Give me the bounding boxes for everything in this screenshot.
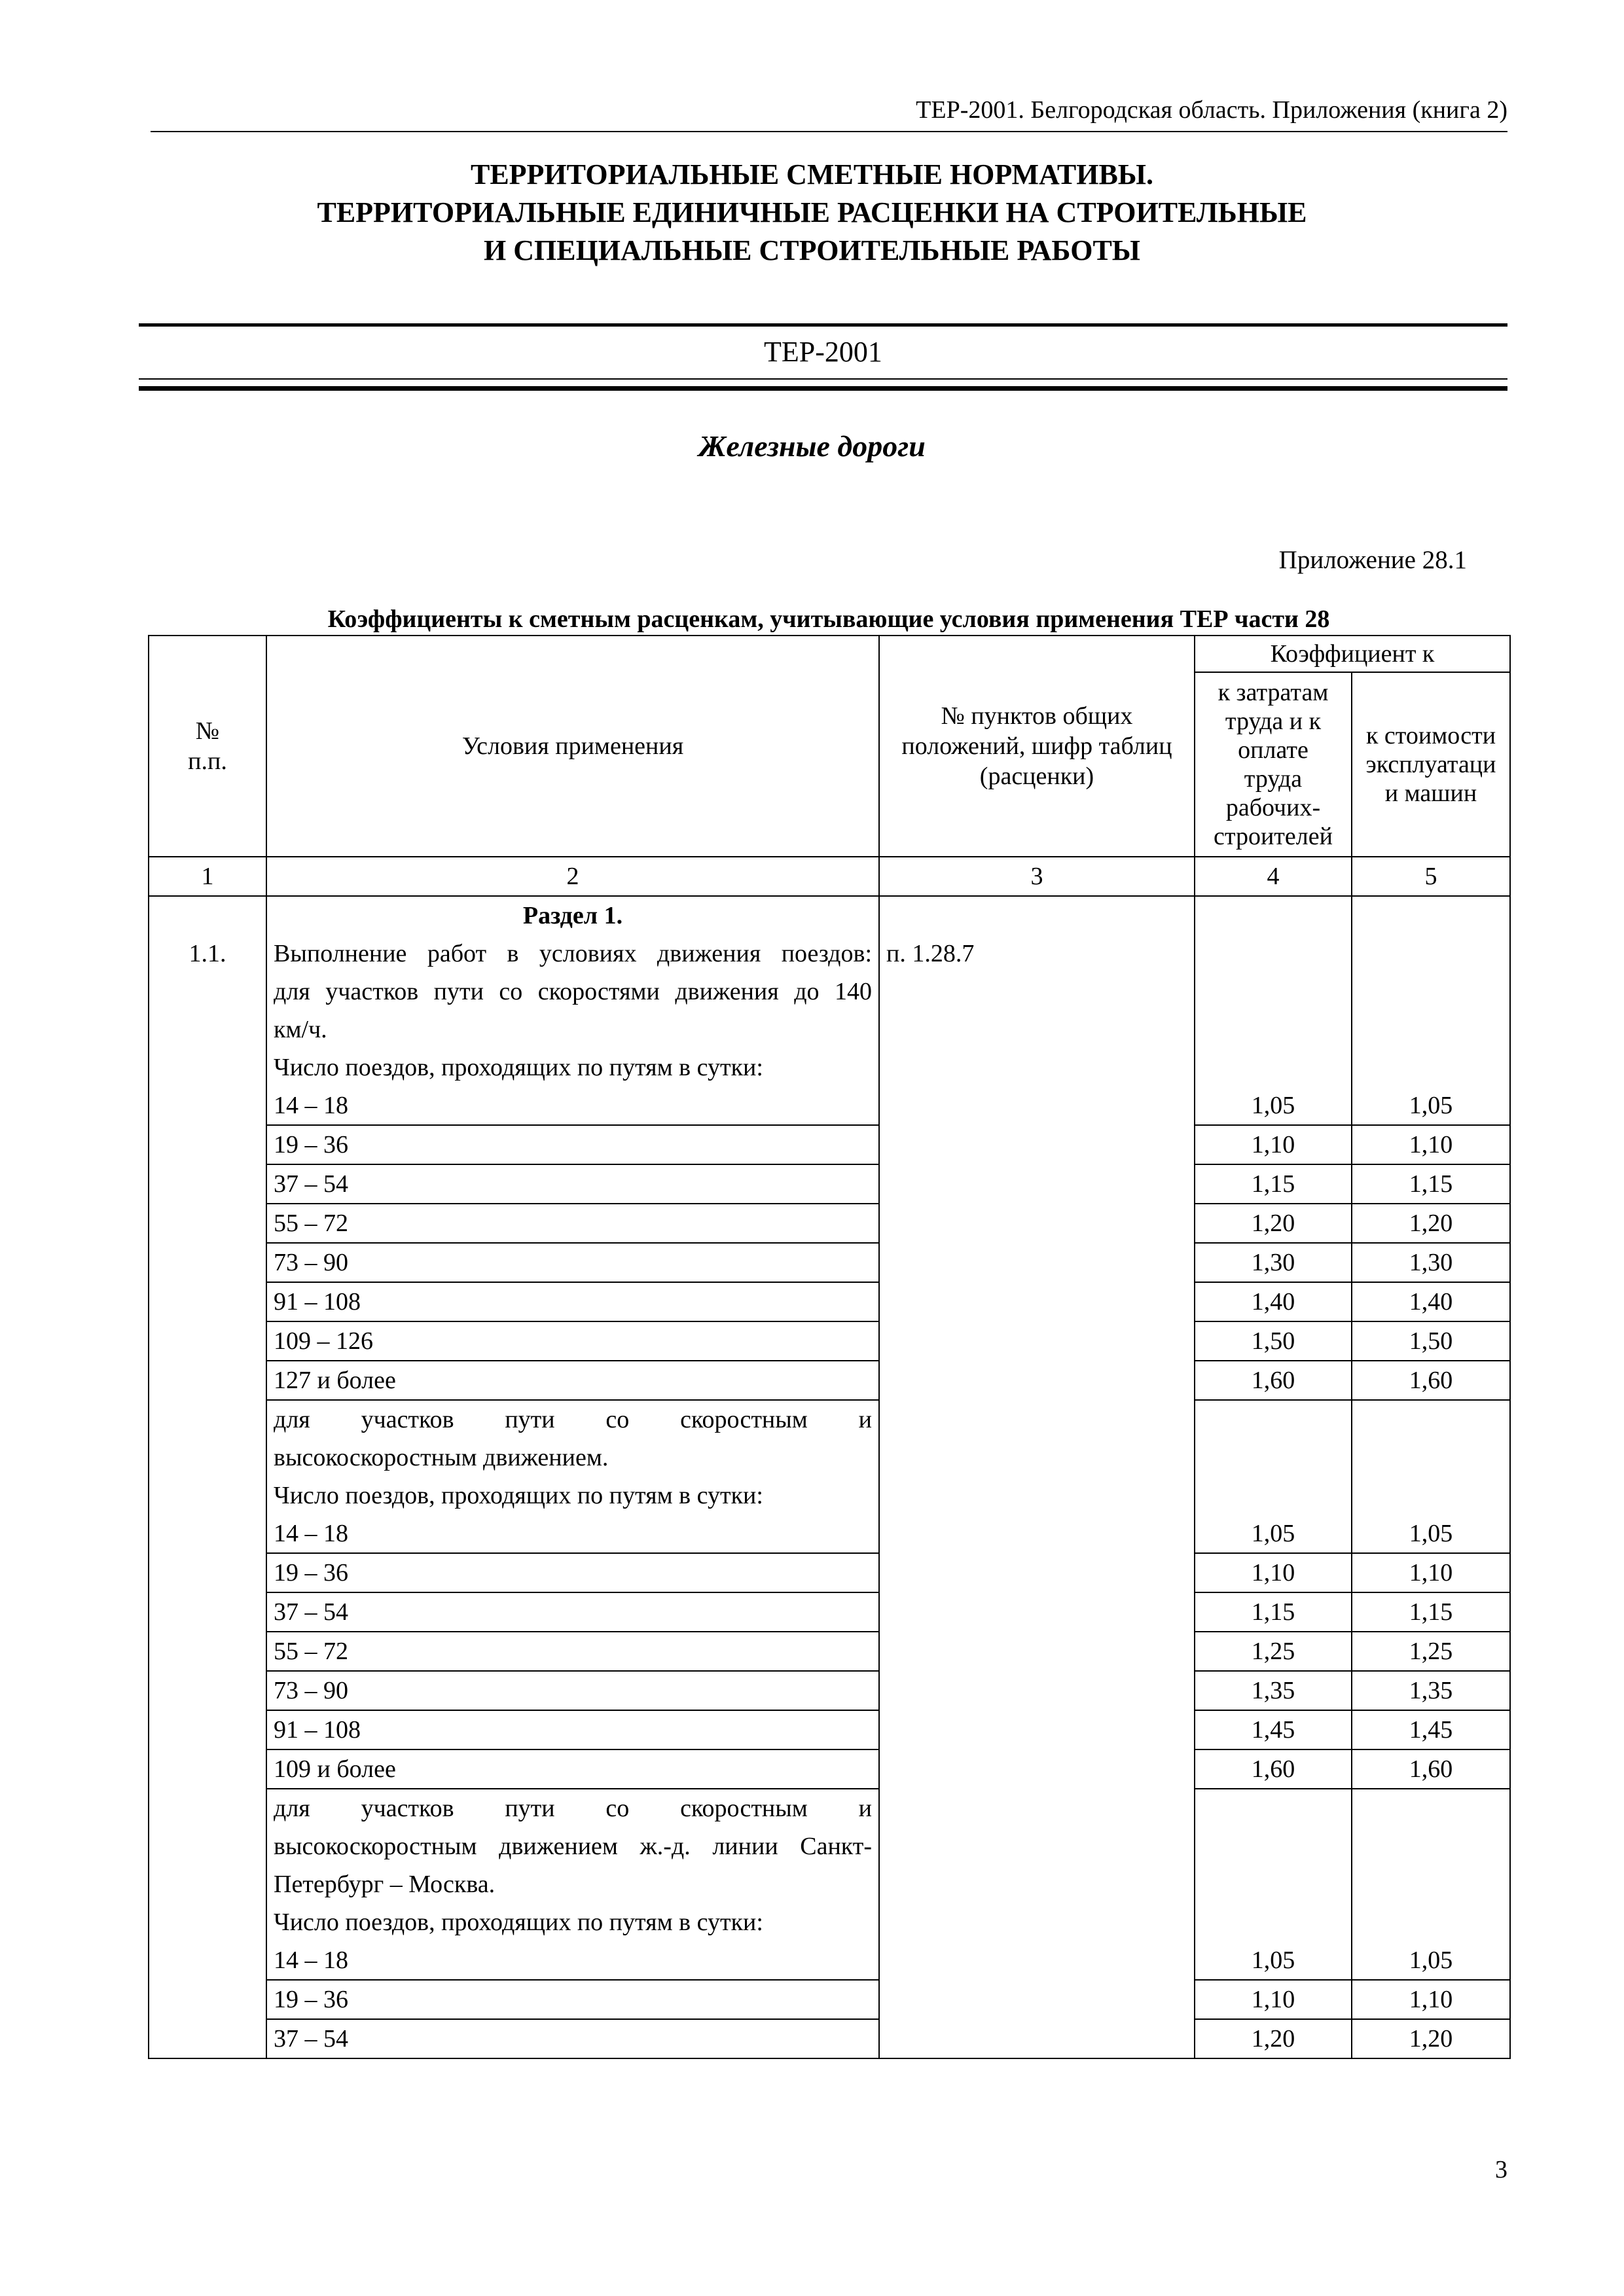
table-row <box>149 1553 1510 1592</box>
table-row <box>149 2019 1510 2058</box>
item-number-cell <box>149 896 266 2058</box>
range-cell: 19 – 36 <box>266 1553 879 1592</box>
table-row <box>149 1671 1510 1710</box>
condition-line: Петербург – Москва. <box>274 1871 496 1898</box>
title-rule-bottom-thin <box>139 378 1507 380</box>
condition-line: Число поездов, проходящих по путям в сутки: <box>274 1054 763 1081</box>
header-text: труда <box>1244 765 1303 793</box>
labor-coefficient: 1,05 <box>1195 1941 1352 1980</box>
condition-line: Число поездов, проходящих по путям в сутки: <box>274 1482 763 1509</box>
machines-coefficient: 1,30 <box>1352 1243 1510 1282</box>
header-text: труда и к <box>1225 708 1322 735</box>
range-cell: 73 – 90 <box>266 1671 879 1710</box>
table-row <box>149 1282 1510 1321</box>
labor-coefficient: 1,40 <box>1195 1282 1352 1321</box>
header-text: и машин <box>1384 780 1477 807</box>
block2-condition-cell <box>266 1400 879 1515</box>
section-heading: Раздел 1. <box>522 902 623 929</box>
machines-coefficient: 1,50 <box>1352 1321 1510 1361</box>
column-number: 2 <box>266 857 879 896</box>
title-line: ТЕРРИТОРИАЛЬНЫЕ СМЕТНЫЕ НОРМАТИВЫ. <box>470 158 1154 190</box>
machines-coefficient: 1,25 <box>1352 1632 1510 1671</box>
spacer-cell <box>1352 896 1510 1086</box>
header-text: оплате <box>1238 736 1308 764</box>
table-row <box>149 1632 1510 1671</box>
machines-coefficient: 1,10 <box>1352 1125 1510 1164</box>
machines-coefficient: 1,60 <box>1352 1361 1510 1400</box>
table-body <box>149 896 1510 2058</box>
header-text: № пунктов общих <box>941 702 1133 730</box>
column-number: 4 <box>1195 857 1352 896</box>
condition-line: для участков пути со скоростным и <box>274 1406 872 1433</box>
labor-coefficient: 1,15 <box>1195 1164 1352 1204</box>
header-text: к стоимости <box>1365 722 1496 749</box>
table-row <box>149 1515 1510 1553</box>
range-cell: 37 – 54 <box>266 2019 879 2058</box>
table-row <box>149 1980 1510 2019</box>
title-line: И СПЕЦИАЛЬНЫЕ СТРОИТЕЛЬНЫЕ РАБОТЫ <box>484 234 1140 266</box>
header-text: (расценки) <box>979 762 1094 790</box>
machines-coefficient: 1,45 <box>1352 1710 1510 1749</box>
labor-coefficient: 1,60 <box>1195 1749 1352 1789</box>
labor-coefficient: 1,35 <box>1195 1671 1352 1710</box>
header-reference <box>879 636 1195 857</box>
labor-coefficient: 1,30 <box>1195 1243 1352 1282</box>
document-title <box>131 156 1493 270</box>
machines-coefficient: 1,20 <box>1352 1204 1510 1243</box>
range-cell: 55 – 72 <box>266 1632 879 1671</box>
table-row <box>149 1164 1510 1204</box>
range-cell: 73 – 90 <box>266 1243 879 1282</box>
header-labor <box>1195 672 1352 857</box>
condition-line: высокоскоростным движением. <box>274 1444 609 1471</box>
title-line: ТЕРРИТОРИАЛЬНЫЕ ЕДИНИЧНЫЕ РАСЦЕНКИ НА СТРОИТЕЛЬНЫЕ <box>317 196 1307 228</box>
spacer-cell <box>1352 1400 1510 1515</box>
table-row <box>149 1243 1510 1282</box>
labor-coefficient: 1,05 <box>1195 1086 1352 1125</box>
machines-coefficient: 1,15 <box>1352 1592 1510 1632</box>
column-number: 3 <box>879 857 1195 896</box>
table-row <box>149 1941 1510 1980</box>
range-cell: 91 – 108 <box>266 1282 879 1321</box>
range-cell: 109 и более <box>266 1749 879 1789</box>
table-row <box>149 1361 1510 1400</box>
condition-line: Число поездов, проходящих по путям в сутки: <box>274 1909 763 1936</box>
table-caption: Коэффициенты к сметным расценкам, учитывающие условия применения ТЕР части 28 <box>327 605 1330 633</box>
item-number: 1.1. <box>189 940 226 967</box>
table-row <box>149 1321 1510 1361</box>
range-cell: 91 – 108 <box>266 1710 879 1749</box>
block1-condition-cell <box>266 896 879 1086</box>
page-number: 3 <box>1495 2156 1507 2183</box>
machines-coefficient: 1,40 <box>1352 1282 1510 1321</box>
machines-coefficient: 1,10 <box>1352 1980 1510 2019</box>
spacer-cell <box>1195 1400 1352 1515</box>
condition-line: км/ч. <box>274 1016 327 1043</box>
header-text: рабочих- <box>1225 794 1321 821</box>
condition-line: для участков пути со скоростным и <box>274 1795 872 1822</box>
machines-coefficient: 1,05 <box>1352 1515 1510 1553</box>
coefficients-table <box>148 635 1511 2059</box>
table-row <box>149 1710 1510 1749</box>
header-text: к затратам <box>1218 679 1329 706</box>
appendix-label: Приложение 28.1 <box>1278 546 1467 574</box>
range-cell: 19 – 36 <box>266 1980 879 2019</box>
labor-coefficient: 1,20 <box>1195 1204 1352 1243</box>
labor-coefficient: 1,10 <box>1195 1980 1352 2019</box>
table-row <box>149 1749 1510 1789</box>
labor-coefficient: 1,05 <box>1195 1515 1352 1553</box>
range-cell: 19 – 36 <box>266 1125 879 1164</box>
labor-coefficient: 1,25 <box>1195 1632 1352 1671</box>
machines-coefficient: 1,35 <box>1352 1671 1510 1710</box>
header-text: положений, шифр таблиц <box>901 732 1172 760</box>
machines-coefficient: 1,15 <box>1352 1164 1510 1204</box>
header-conditions: Условия применения <box>266 636 879 857</box>
range-cell: 14 – 18 <box>266 1941 879 1980</box>
range-cell: 37 – 54 <box>266 1164 879 1204</box>
range-cell: 14 – 18 <box>266 1515 879 1553</box>
header-text: эксплуатаци <box>1365 751 1496 778</box>
labor-coefficient: 1,20 <box>1195 2019 1352 2058</box>
item-reference-cell <box>879 896 1195 2058</box>
condition-line: высокоскоростным движением ж.-д. линии Санкт- <box>274 1833 872 1860</box>
spacer-cell <box>1195 896 1352 1086</box>
column-number: 5 <box>1352 857 1510 896</box>
labor-coefficient: 1,10 <box>1195 1553 1352 1592</box>
range-cell: 14 – 18 <box>266 1086 879 1125</box>
table-row <box>149 1125 1510 1164</box>
title-rule-top <box>139 323 1507 327</box>
code-label: ТЕР-2001 <box>764 336 882 368</box>
machines-coefficient: 1,10 <box>1352 1553 1510 1592</box>
item-reference: п. 1.28.7 <box>886 940 975 967</box>
header-text: строителей <box>1214 823 1333 850</box>
running-header: ТЕР-2001. Белгородская область. Приложения (книга 2) <box>151 92 1507 132</box>
header-coefficient-group: Коэффициент к <box>1195 636 1510 672</box>
labor-coefficient: 1,10 <box>1195 1125 1352 1164</box>
machines-coefficient: 1,20 <box>1352 2019 1510 2058</box>
header-text: № <box>195 717 220 745</box>
labor-coefficient: 1,60 <box>1195 1361 1352 1400</box>
range-cell: 109 – 126 <box>266 1321 879 1361</box>
condition-line: Выполнение работ в условиях движения поездов: <box>274 940 872 967</box>
labor-coefficient: 1,50 <box>1195 1321 1352 1361</box>
table-row <box>149 1592 1510 1632</box>
header-text: п.п. <box>188 747 227 775</box>
range-cell: 37 – 54 <box>266 1592 879 1632</box>
header-number <box>149 636 266 857</box>
condition-line: для участков пути со скоростями движения до 140 <box>274 978 872 1005</box>
table-row <box>149 1086 1510 1125</box>
labor-coefficient: 1,15 <box>1195 1592 1352 1632</box>
machines-coefficient: 1,05 <box>1352 1086 1510 1125</box>
column-number: 1 <box>149 857 266 896</box>
title-rule-bottom-thick <box>139 386 1507 391</box>
range-cell: 127 и более <box>266 1361 879 1400</box>
header-machines <box>1352 672 1510 857</box>
spacer-cell <box>1195 1789 1352 1941</box>
labor-coefficient: 1,45 <box>1195 1710 1352 1749</box>
machines-coefficient: 1,60 <box>1352 1749 1510 1789</box>
section-title: Железные дороги <box>698 429 926 463</box>
machines-coefficient: 1,05 <box>1352 1941 1510 1980</box>
table-row <box>149 1204 1510 1243</box>
spacer-cell <box>1352 1789 1510 1941</box>
block3-condition-cell <box>266 1789 879 1941</box>
range-cell: 55 – 72 <box>266 1204 879 1243</box>
